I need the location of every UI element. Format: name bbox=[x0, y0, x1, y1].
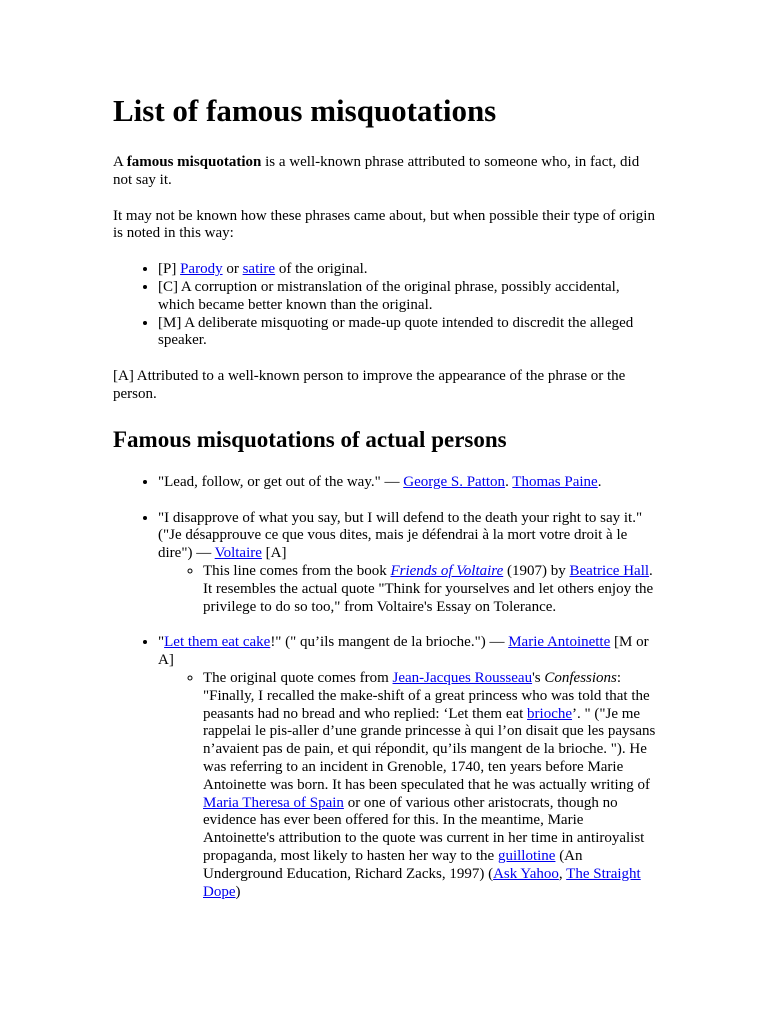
attributed-note: [A] Attributed to a well-known person to improve the appearance of the phrase or the person. bbox=[113, 368, 626, 402]
friends-of-voltaire-link[interactable] bbox=[390, 563, 503, 579]
maria-theresa-link[interactable]: Maria Theresa of Spain bbox=[203, 794, 344, 811]
note-text: : "Finally, I recalled the make-shift of a great princess who was told that the peasants had no bread and who replied: ‘Let them eat bbox=[203, 669, 650, 722]
intro-term: famous misquotation bbox=[126, 154, 262, 170]
rousseau-link[interactable]: Jean-Jacques Rousseau bbox=[392, 669, 533, 686]
voltaire-notes bbox=[158, 563, 658, 616]
note-text: , bbox=[558, 865, 567, 882]
patton-link[interactable]: George S. Patton bbox=[403, 473, 506, 490]
page-title: List of famous misquotations bbox=[113, 93, 497, 128]
note-text: ) bbox=[235, 883, 241, 900]
note-text: ’. " ("Je me rappelai le pis-aller d’une grande princesse à qui l’on disait que les paysans n’avaient pas de pain, et qui répondit, qu’ils mangent de la brioche. "). He was referring to an incident in Grenoble, 1740, ten years before Marie Antoinette was born. It has been speculated that he was actually writing of bbox=[203, 705, 656, 793]
note-text: The original quote comes from bbox=[203, 669, 393, 686]
list-item-voltaire bbox=[158, 510, 658, 617]
quote-text: "Lead, follow, or get out of the way." — bbox=[158, 473, 404, 490]
note-text: or one of various other aristocrats, though no evidence has ever been offered for this. In the meantime, Marie Antoinette's attribution to the quote was current in her time in antiroyalist propaganda, most likely to hasten her way to the bbox=[203, 794, 645, 864]
quote-tag: [A] bbox=[261, 545, 287, 562]
quote-text: !" (" qu’ils mangent de la brioche.") — bbox=[270, 634, 509, 651]
book-title: Friends of Voltaire bbox=[390, 562, 504, 579]
antoinette-note bbox=[203, 670, 658, 901]
quote-separator: . bbox=[505, 473, 513, 490]
ask-yahoo-link[interactable]: Ask Yahoo bbox=[493, 865, 559, 882]
note-text: 's bbox=[532, 669, 545, 686]
paine-link[interactable]: Thomas Paine bbox=[512, 473, 598, 490]
intro-suffix: is a well-known phrase attributed to someone who, in fact, did not say it. bbox=[113, 154, 640, 188]
parody-link[interactable]: Parody bbox=[180, 261, 223, 278]
antoinette-notes bbox=[158, 670, 658, 901]
quote-text: "I disapprove of what you say, but I will defend to the death your right to say it." ("Je désapprouve ce que vous dites, mais je défendrai à la mort votre droit à le dire") — bbox=[158, 509, 643, 562]
quote-tag: [M or A] bbox=[158, 634, 649, 669]
note-text: . It resembles the actual quote "Think for yourselves and let others enjoy the privilege to do so too," from Voltaire's Essay on Tolerance. bbox=[203, 562, 654, 615]
voltaire-link[interactable]: Voltaire bbox=[214, 545, 262, 562]
parody-suffix: of the original. bbox=[275, 261, 368, 278]
satire-link[interactable]: satire bbox=[242, 261, 276, 278]
list-item-antoinette bbox=[158, 634, 658, 901]
marie-antoinette-link[interactable]: Marie Antoinette bbox=[508, 634, 611, 651]
misquotations-list bbox=[113, 474, 658, 902]
origin-type-misquote: • [M] A deliberate misquoting or made-up quote intended to discredit the alleged speaker. bbox=[158, 315, 658, 351]
note-text: (1907) by bbox=[503, 562, 570, 579]
quote-open: " bbox=[158, 634, 165, 651]
confessions-title: Confessions bbox=[544, 669, 617, 686]
article bbox=[113, 92, 658, 919]
intro-paragraph bbox=[113, 154, 658, 190]
section-heading: Famous misquotations of actual persons bbox=[113, 426, 507, 452]
brioche-link[interactable]: brioche bbox=[527, 705, 573, 722]
parody-or: or bbox=[222, 261, 243, 278]
quote-end: . bbox=[597, 473, 602, 490]
origin-type-parody bbox=[158, 261, 658, 279]
let-them-eat-cake-link[interactable]: Let them eat cake bbox=[164, 634, 271, 651]
beatrice-hall-link[interactable]: Beatrice Hall bbox=[569, 562, 650, 579]
list-item-patton bbox=[158, 474, 658, 492]
note-text: This line comes from the book bbox=[203, 562, 391, 579]
parody-tag: [P] bbox=[158, 261, 181, 278]
origin-type-corruption: • [C] A corruption or mistranslation of the original phrase, possibly accidental, which became better known than the original. bbox=[158, 279, 658, 315]
origin-intro-paragraph: It may not be known how these phrases came about, but when possible their type of origin is noted in this way: bbox=[113, 207, 655, 242]
note-text: (An Underground Education, Richard Zacks, 1997) ( bbox=[203, 847, 583, 882]
origin-types-list bbox=[113, 261, 658, 350]
guillotine-link[interactable]: guillotine bbox=[497, 847, 556, 864]
straight-dope-link[interactable]: The Straight Dope bbox=[203, 865, 641, 900]
intro-prefix: A bbox=[113, 154, 127, 170]
voltaire-note bbox=[203, 563, 658, 616]
